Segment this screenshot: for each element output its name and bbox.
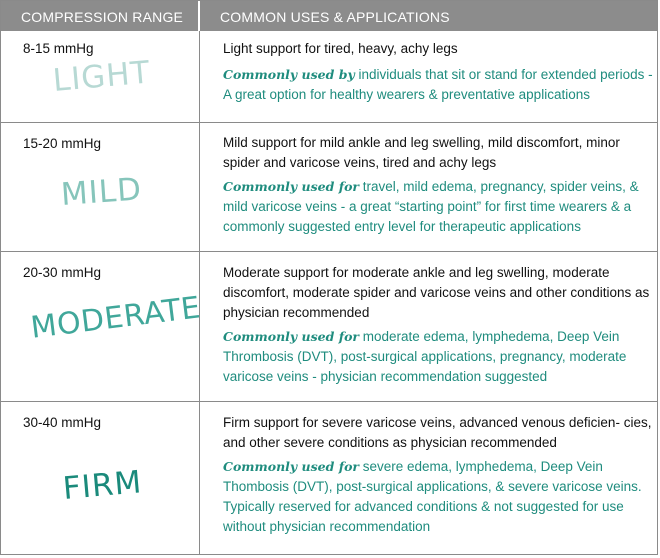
row-description: Light support for tired, heavy, achy legs bbox=[223, 41, 458, 56]
level-label-light: LIGHT bbox=[51, 54, 152, 99]
uses-text: moderate edema, lymphedema, Deep Vein Thrombosis (DVT), post-surgical applications, pregnancy, moderate varicose veins - physician recommendation suggested bbox=[223, 329, 627, 384]
table-header bbox=[1, 1, 657, 31]
uses-prefix: Commonly used for bbox=[223, 179, 359, 194]
row-uses bbox=[223, 327, 653, 387]
uses-text: travel, mild edema, pregnancy, spider veins, & mild varicose veins - a great “starting point” for first time wearers & a commonly suggested entry level for therapeutic applications bbox=[223, 179, 639, 234]
range-value: 20-30 mmHg bbox=[23, 265, 102, 280]
column-divider bbox=[199, 31, 200, 555]
uses-text: severe edema, lymphedema, Deep Vein Thombosis (DVT), post-surgical applications, & severe varicose veins. Typically reserved for advanced conditions & not suggested for use without physician recommendation bbox=[223, 459, 642, 534]
row-divider bbox=[1, 122, 657, 123]
row-divider bbox=[1, 401, 657, 402]
row-uses bbox=[223, 177, 653, 237]
row-description: Firm support for severe varicose veins, advanced venous deficien- cies, and other severe conditions as physician recommended bbox=[223, 415, 652, 450]
uses-prefix: Commonly used for bbox=[223, 459, 359, 474]
row-uses bbox=[223, 457, 653, 537]
row-uses bbox=[223, 65, 653, 105]
header-common-uses: COMMON USES & APPLICATIONS bbox=[220, 9, 450, 25]
level-label-moderate: MODERATE bbox=[28, 290, 203, 346]
range-value: 15-20 mmHg bbox=[23, 136, 102, 151]
uses-prefix: Commonly used for bbox=[223, 329, 359, 344]
uses-prefix: Commonly used by bbox=[223, 67, 355, 82]
row-description: Moderate support for moderate ankle and leg swelling, moderate discomfort, moderate spider and varicose veins and other conditions as physician recommended bbox=[223, 265, 650, 320]
range-value: 30-40 mmHg bbox=[23, 415, 102, 430]
uses-text: individuals that sit or stand for extended periods - A great option for healthy wearers & preventative applications bbox=[223, 67, 653, 102]
level-label-mild: MILD bbox=[59, 171, 144, 213]
header-divider bbox=[198, 1, 200, 31]
range-value: 8-15 mmHg bbox=[23, 41, 94, 56]
row-divider bbox=[1, 251, 657, 252]
header-compression-range: COMPRESSION RANGE bbox=[21, 9, 184, 25]
row-description: Mild support for mild ankle and leg swelling, mild discomfort, minor spider and varicose veins, tired and achy legs bbox=[223, 135, 620, 170]
level-label-firm: FIRM bbox=[61, 464, 144, 507]
